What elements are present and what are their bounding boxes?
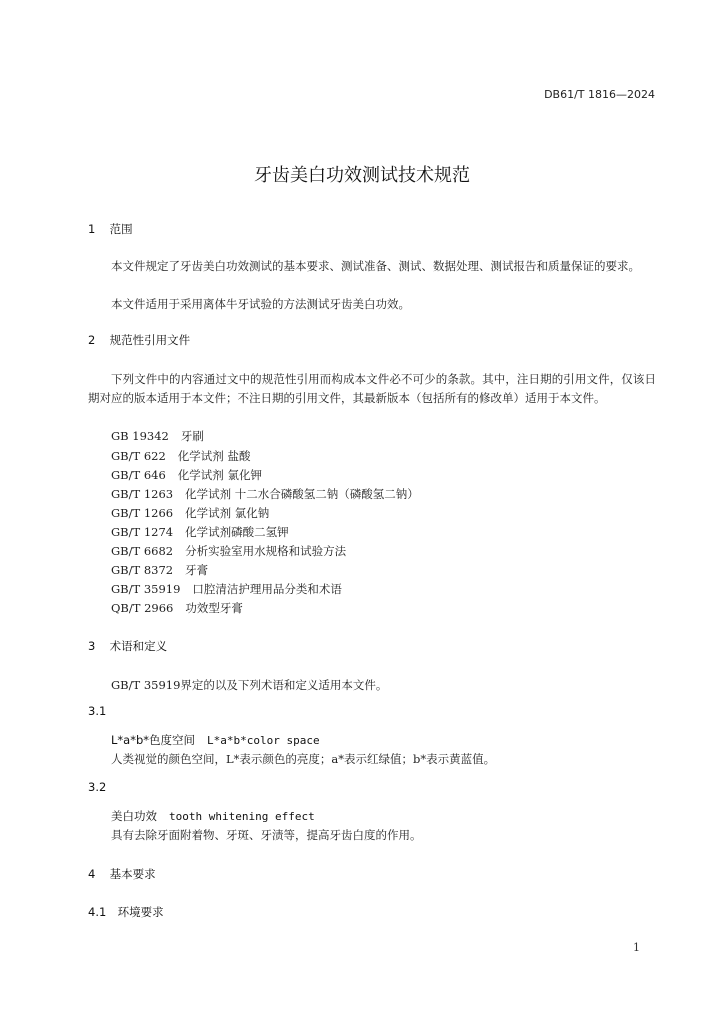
reference-item: [111, 562, 208, 578]
clause-4-1-heading: [88, 904, 164, 920]
term-english: L*a*b*color space: [207, 734, 320, 747]
section-1-heading: [88, 221, 133, 237]
reference-name: 化学试剂 盐酸: [177, 449, 251, 463]
section-title: 基本要求: [109, 867, 156, 881]
reference-name: 化学试剂 十二水合磷酸氢二钠（磷酸氢二钠）: [185, 487, 419, 501]
document-title: 牙齿美白功效测试技术规范: [254, 165, 470, 186]
reference-item: [111, 543, 346, 559]
reference-name: 功效型牙膏: [185, 601, 243, 615]
reference-code: GB 19342: [111, 429, 169, 443]
reference-item: [111, 600, 243, 616]
term-3-2-definition: 具有去除牙面附着物、牙斑、牙渍等，提高牙齿白度的作用。: [111, 828, 422, 842]
reference-name: 化学试剂磷酸二氢钾: [185, 525, 289, 539]
reference-code: GB/T 6682: [111, 544, 174, 558]
reference-code: GB/T 646: [111, 468, 166, 482]
reference-code: GB/T 622: [111, 449, 166, 463]
section-2-heading: [88, 332, 190, 348]
section-number: 2: [88, 333, 96, 347]
reference-code: GB/T 1263: [111, 487, 174, 501]
reference-item: [111, 524, 289, 540]
section-title: 范围: [109, 222, 133, 236]
document-code: DB61/T 1816—2024: [544, 88, 655, 101]
section-4-heading: [88, 866, 156, 882]
reference-name: 口腔清洁护理用品分类和术语: [192, 582, 342, 596]
reference-item: [111, 505, 269, 521]
reference-item: [111, 467, 262, 483]
reference-name: 化学试剂 氯化钾: [177, 468, 262, 482]
clause-3-2-number: 3.2: [88, 780, 107, 794]
section-3-heading: [88, 638, 167, 654]
references-paragraph: 下列文件中的内容通过文中的规范性引用而构成本文件必不可少的条款。其中，注日期的引用文件，仅该日期对应的版本适用于本文件；不注日期的引用文件，其最新版本（包括所有的修改单）适用于本文件。: [88, 372, 656, 405]
section-number: 3: [88, 639, 96, 653]
section-title: 术语和定义: [109, 639, 168, 653]
section-number: 1: [88, 222, 96, 236]
reference-code: GB/T 8372: [111, 563, 174, 577]
term-chinese: L*a*b*色度空间: [111, 733, 196, 747]
scope-paragraph-2: 本文件适用于采用离体牛牙试验的方法测试牙齿美白功效。: [111, 297, 410, 311]
reference-code: QB/T 2966: [111, 601, 174, 615]
term-3-1: [111, 732, 320, 748]
reference-name: 化学试剂 氯化钠: [185, 506, 270, 520]
terms-intro-paragraph: GB/T 35919界定的以及下列术语和定义适用本文件。: [111, 678, 388, 692]
clause-number: 4.1: [88, 905, 107, 919]
reference-code: GB/T 1266: [111, 506, 174, 520]
section-title: 规范性引用文件: [109, 333, 191, 347]
term-3-1-definition: 人类视觉的颜色空间，L*表示颜色的亮度；a*表示红绿值；b*表示黄蓝值。: [111, 752, 496, 766]
reference-item: [111, 448, 250, 464]
reference-name: 分析实验室用水规格和试验方法: [185, 544, 347, 558]
term-3-2: [111, 808, 315, 824]
page-number: 1: [633, 941, 640, 954]
term-chinese: 美白功效: [111, 809, 157, 823]
reference-code: GB/T 1274: [111, 525, 174, 539]
scope-paragraph-1: 本文件规定了牙齿美白功效测试的基本要求、测试准备、测试、数据处理、测试报告和质量保证的要求。: [111, 259, 640, 273]
reference-item: [111, 581, 342, 597]
reference-code: GB/T 35919: [111, 582, 181, 596]
reference-name: 牙膏: [185, 563, 209, 577]
reference-item: [111, 486, 419, 502]
clause-3-1-number: 3.1: [88, 704, 107, 718]
clause-title: 环境要求: [117, 905, 164, 919]
reference-name: 牙刷: [180, 429, 204, 443]
section-number: 4: [88, 867, 96, 881]
reference-item: [111, 428, 204, 444]
term-english: tooth whitening effect: [169, 810, 315, 823]
